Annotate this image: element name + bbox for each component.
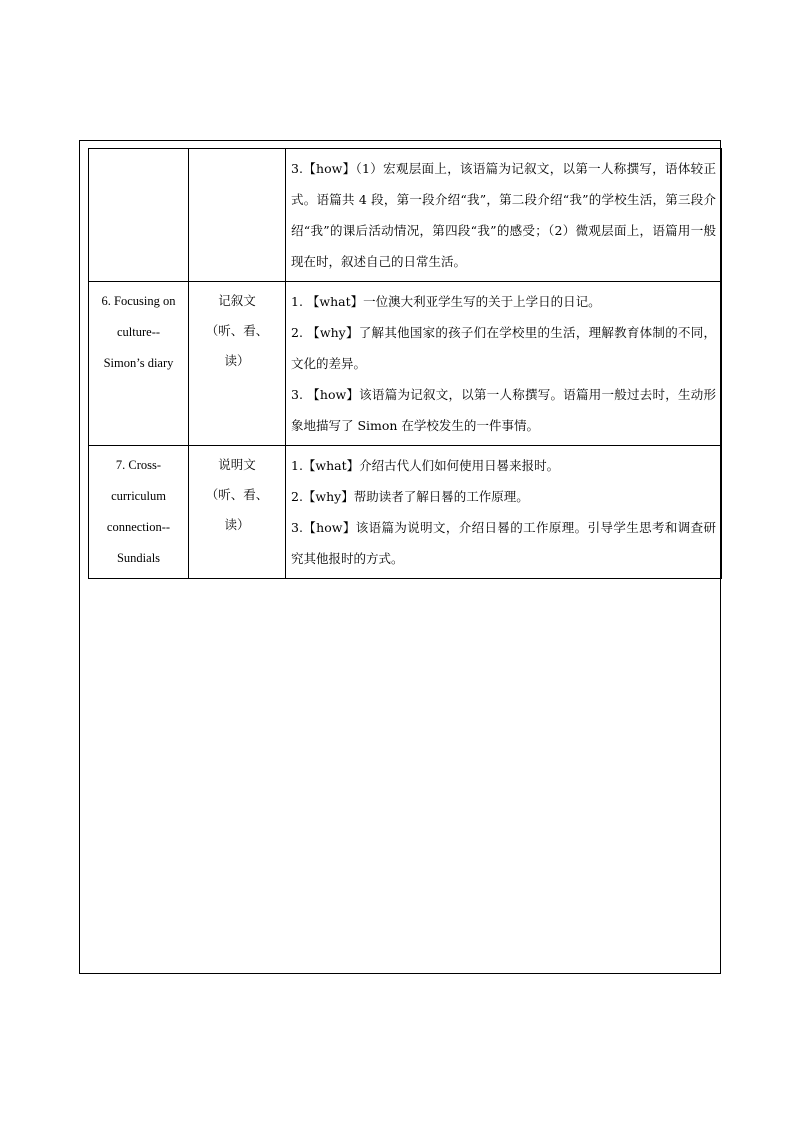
- text-type-line: 说明文: [218, 457, 256, 472]
- section-title-line: Simon’s diary: [103, 356, 174, 370]
- analysis-how: 3.【how】该语篇为说明文，介绍日晷的工作原理。引导学生思考和调查研究其他报时的方式。: [291, 520, 716, 566]
- section-title-line: curriculum: [111, 489, 166, 503]
- table-row: [89, 282, 722, 446]
- text-type-cell: [189, 282, 286, 446]
- section-title-cell: [89, 149, 189, 282]
- analysis-cell: [286, 446, 722, 579]
- analysis-how: 3. 【how】该语篇为记叙文，以第一人称撰写。语篇用一般过去时，生动形象地描写了 Simon 在学校发生的一件事情。: [291, 387, 716, 433]
- analysis-cell: [286, 149, 722, 282]
- analysis-why: 2.【why】帮助读者了解日晷的工作原理。: [291, 489, 529, 504]
- section-title-cell: [89, 446, 189, 579]
- lesson-analysis-table: [88, 148, 722, 579]
- analysis-why: 2. 【why】了解其他国家的孩子们在学校里的生活，理解教育体制的不同，文化的差异。: [291, 325, 716, 371]
- text-type-line: （听、看、: [205, 323, 269, 338]
- analysis-what: 1. 【what】一位澳大利亚学生写的关于上学日的日记。: [291, 294, 601, 309]
- text-type-line: 读）: [224, 517, 250, 532]
- section-title-line: Sundials: [116, 551, 161, 565]
- text-type-line: （听、看、: [205, 487, 269, 502]
- text-type-cell: [189, 446, 286, 579]
- table-row: [89, 149, 722, 282]
- analysis-what: 1.【what】介绍古代人们如何使用日晷来报时。: [291, 458, 560, 473]
- section-title-line: connection--: [106, 520, 171, 534]
- section-title-cell: [89, 282, 189, 446]
- table-row: [89, 446, 722, 579]
- section-title-line: 6. Focusing on: [101, 294, 176, 308]
- section-title-line: culture--: [116, 325, 161, 339]
- section-title-line: 7. Cross-: [115, 458, 162, 472]
- text-type-cell: [189, 149, 286, 282]
- text-type-line: 读）: [224, 353, 250, 368]
- text-type-line: 记叙文: [218, 293, 256, 308]
- analysis-text: 3.【how】（1）宏观层面上，该语篇为记叙文，以第一人称撰写，语体较正式。语篇共 4 段，第一段介绍“我”，第二段介绍“我”的学校生活，第三段介绍“我”的课后活动情况，第四段“我”的感受；（2）微观层面上，语篇用一般现在时，叙述自己的日常生活。: [291, 161, 716, 269]
- analysis-cell: [286, 282, 722, 446]
